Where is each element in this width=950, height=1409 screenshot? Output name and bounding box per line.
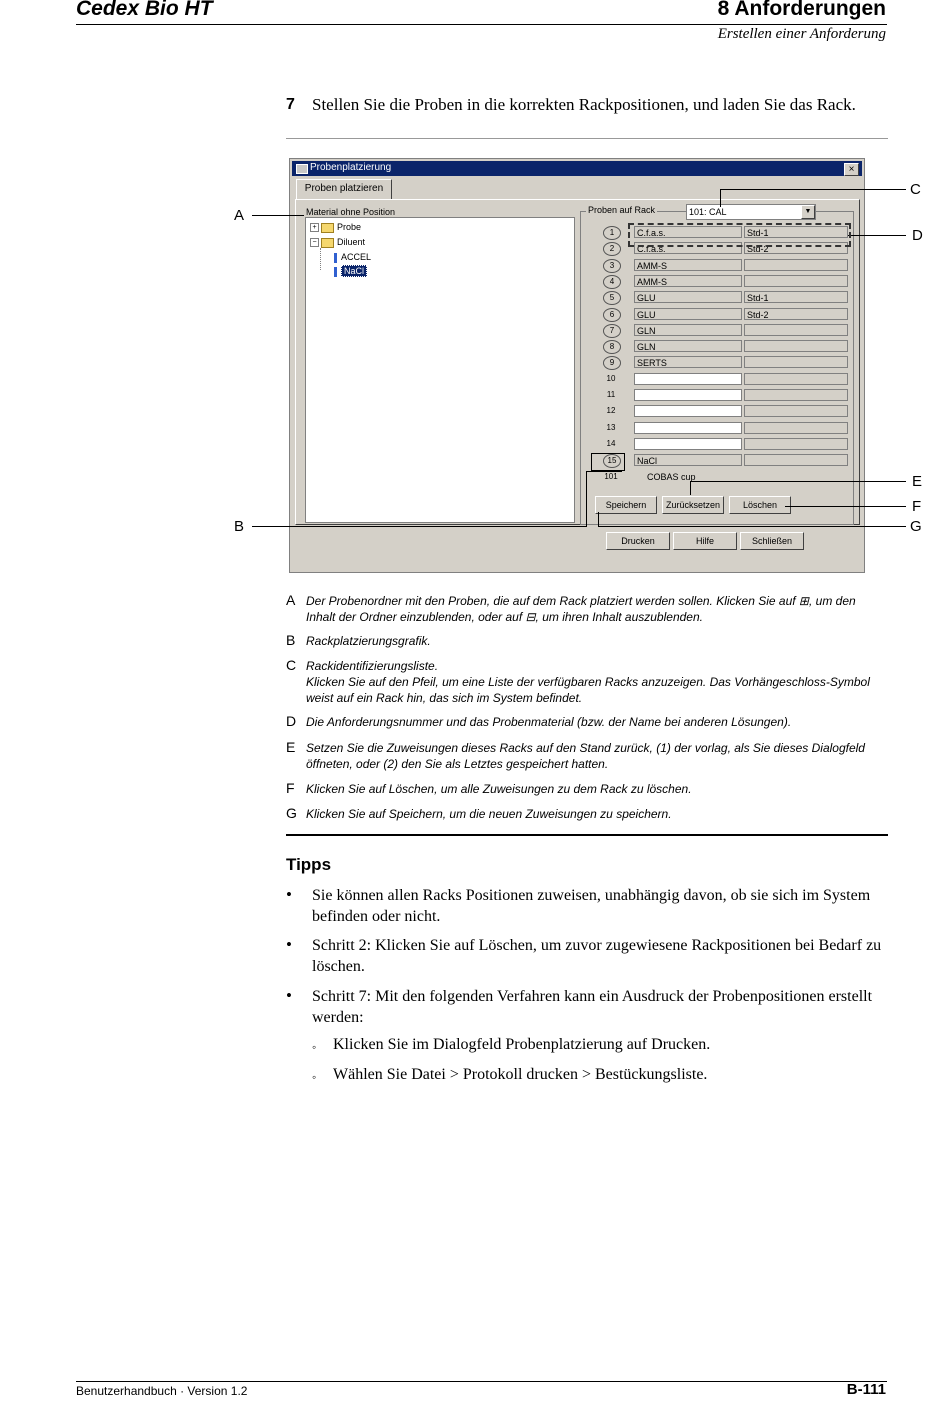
legend-text: Setzen Sie die Zuweisungen dieses Racks auf den Stand zurück, (1) der vorlag, als Sie dieses Dialogfeld öffneten, oder (2) den Sie als Letztes gespeichert hatten. [306,741,865,771]
rack-position-number: 7 [603,324,621,338]
legend-text: Die Anforderungsnummer und das Probenmaterial (bzw. der Name bei anderen Lösungen). [306,715,792,729]
tree-item-diluent[interactable]: − Diluent [310,237,365,248]
section-subtitle: Erstellen einer Anforderung [717,26,886,42]
rack-position-standard[interactable] [744,340,848,352]
tree-item-accel[interactable]: ACCEL [334,252,371,263]
legend-key: G [286,805,297,821]
rack-position-sample[interactable] [634,373,742,385]
tip-subitem: Wählen Sie Datei > Protokoll drucken > Bestückungsliste. [333,1066,708,1083]
rack-position-sample[interactable]: GLN [634,340,742,352]
reset-button[interactable]: Zurücksetzen [662,496,724,514]
footer-rule [76,1381,887,1382]
tip-item: Sie können allen Racks Positionen zuweisen, unabhängig davon, ob sie sich im System befinden oder nicht. [312,887,871,925]
callout-c-line [720,189,906,190]
sample-placement-dialog [289,158,865,573]
folder-icon [321,238,334,248]
rack-position-sample[interactable] [634,405,742,417]
rack-position-sample[interactable]: GLU [634,308,742,320]
expand-icon[interactable]: + [310,223,319,232]
legend-key: D [286,713,297,729]
legend-key: A [286,592,296,608]
rack-position-standard[interactable]: Std-1 [744,291,848,303]
rack-position-standard[interactable] [744,356,848,368]
legend-text: Rackidentifizierungsliste. Klicken Sie auf den Pfeil, um eine Liste der verfügbaren Racks anzuzeigen. Das Vorhängeschloss-Symbol weist auf ein Rack hin, das sich im System befindet. [306,659,870,705]
rack-position-standard[interactable] [744,438,848,450]
step-rule [286,138,888,139]
callout-d-line [848,235,906,236]
rack-position-standard[interactable] [744,275,848,287]
step-number: 7 [286,96,295,113]
rack-position-sample[interactable]: C.f.a.s. [634,226,742,238]
callout-d-box [628,223,851,247]
tips-heading: Tipps [286,855,332,874]
rack-position-number: 8 [603,340,621,354]
rack-position-number: 3 [603,259,621,273]
sub-bullet: ◦ [312,1070,317,1084]
callout-d: D [912,227,923,244]
callout-b-line [252,526,586,527]
rack-position-number: 5 [603,291,621,305]
rack-position-standard[interactable]: Std-2 [744,308,848,320]
legend-text: Klicken Sie auf Löschen, um alle Zuweisungen zu dem Rack zu löschen. [306,782,692,796]
legend-key: B [286,632,296,648]
callout-f-line [785,506,906,507]
rack-position-sample[interactable] [634,422,742,434]
rack-select[interactable] [686,204,816,220]
document-title: Cedex Bio HT [76,0,213,20]
rack-position-number: 6 [603,308,621,322]
rack-position-sample[interactable]: SERTS [634,356,742,368]
tip-item: Schritt 2: Klicken Sie auf Löschen, um zuvor zugewiesene Rackpositionen bei Bedarf zu löschen. [312,937,882,975]
rack-position-sample[interactable] [634,389,742,401]
print-button[interactable]: Drucken [606,532,670,550]
chevron-down-icon[interactable]: ▼ [801,205,815,219]
rack-position-standard[interactable] [744,454,848,466]
rack-position-standard[interactable]: Std-2 [744,242,848,254]
callout-e: E [912,473,923,490]
legend-text: Rackplatzierungsgrafik. [306,634,431,648]
rack-position-number: 10 [603,373,619,385]
sub-bullet: ◦ [312,1040,317,1054]
callout-b: B [234,518,245,535]
rack-position-standard[interactable] [744,324,848,336]
page-number: B-111 [846,1381,886,1398]
callout-c: C [910,181,921,198]
save-button[interactable]: Speichern [595,496,657,514]
delete-button[interactable]: Löschen [729,496,791,514]
tips-rule [286,834,888,836]
callout-a: A [234,207,245,224]
rack-position-standard[interactable]: Std-1 [744,226,848,238]
material-tree[interactable] [305,217,575,523]
callout-g: G [910,518,922,535]
tree-item-probe[interactable]: + Probe [310,222,361,233]
rack-position-number: 2 [603,242,621,256]
tip-subitem: Klicken Sie im Dialogfeld Probenplatzierung auf Drucken. [333,1036,711,1053]
close-icon[interactable]: × [844,163,859,176]
rack-position-standard[interactable] [744,405,848,417]
rack-position-sample[interactable]: AMM-S [634,259,742,271]
rack-position-sample[interactable]: C.f.a.s. [634,242,742,254]
rack-position-standard[interactable] [744,373,848,385]
rack-position-number: 13 [603,422,619,434]
bullet: • [286,885,292,904]
dialog-title: Probenplatzierung [310,162,392,173]
legend-key: C [286,657,297,673]
rack-position-sample[interactable]: NaCl [634,454,742,466]
collapse-icon[interactable]: − [310,238,319,247]
rack-position-standard[interactable] [744,259,848,271]
callout-e-line [690,481,906,482]
tip-item: Schritt 7: Mit den folgenden Verfahren kann ein Ausdruck der Probenpositionen erstellt werden: [312,988,873,1026]
legend-text: Klicken Sie auf Speichern, um die neuen Zuweisungen zu speichern. [306,807,672,821]
rack-position-sample[interactable]: AMM-S [634,275,742,287]
rack-position-number: 11 [603,389,619,401]
rack-position-number: 101 [604,471,618,481]
rack-position-standard[interactable] [744,422,848,434]
rack-group-label: Proben auf Rack [588,205,656,215]
rack-position-number: 14 [603,438,619,450]
rack-position-standard[interactable] [744,389,848,401]
left-group-label: Material ohne Position [306,207,396,217]
rack-position-number: 12 [603,405,619,417]
rack-position-sample[interactable]: COBAS cup [647,471,696,482]
rack-position-number: 1 [603,226,621,240]
callout-b-box [591,453,625,471]
rack-position-sample[interactable]: GLU [634,291,742,303]
tube-icon [334,253,337,263]
chapter-title: 8 Anforderungen [717,0,886,20]
close-button[interactable]: Schließen [740,532,804,550]
tube-icon [334,267,337,277]
callout-g-line [598,526,906,527]
tree-item-nacl[interactable]: NaCl [334,266,367,277]
rack-position-number: 9 [603,356,621,370]
rack-position-number: 15 [603,454,621,468]
folder-icon [321,223,334,233]
bullet: • [286,986,292,1005]
step-text: Stellen Sie die Proben in die korrekten Rackpositionen, und laden Sie das Rack. [312,95,856,114]
window-icon [296,164,308,174]
legend-text: Der Probenordner mit den Proben, die auf dem Rack platziert werden sollen. Klicken Sie auf ⊞, um den Inhalt der Ordner einzublenden, oder auf ⊟, um ihren Inhalt auszublenden. [306,594,856,624]
bullet: • [286,935,292,954]
rack-select-value: 101: CAL [689,207,727,217]
callout-f: F [912,498,922,515]
rack-position-number: 4 [603,275,621,289]
footer-manual: Benutzerhandbuch · Version 1.2 [76,1384,248,1398]
rack-position-sample[interactable]: GLN [634,324,742,336]
legend-key: E [286,739,296,755]
callout-a-line [252,215,304,216]
header-rule [76,24,887,25]
tab-place-samples[interactable]: Proben platzieren [296,179,392,200]
dialog-titlebar [292,161,862,176]
help-button[interactable]: Hilfe [673,532,737,550]
legend-key: F [286,780,295,796]
rack-position-sample[interactable] [634,438,742,450]
